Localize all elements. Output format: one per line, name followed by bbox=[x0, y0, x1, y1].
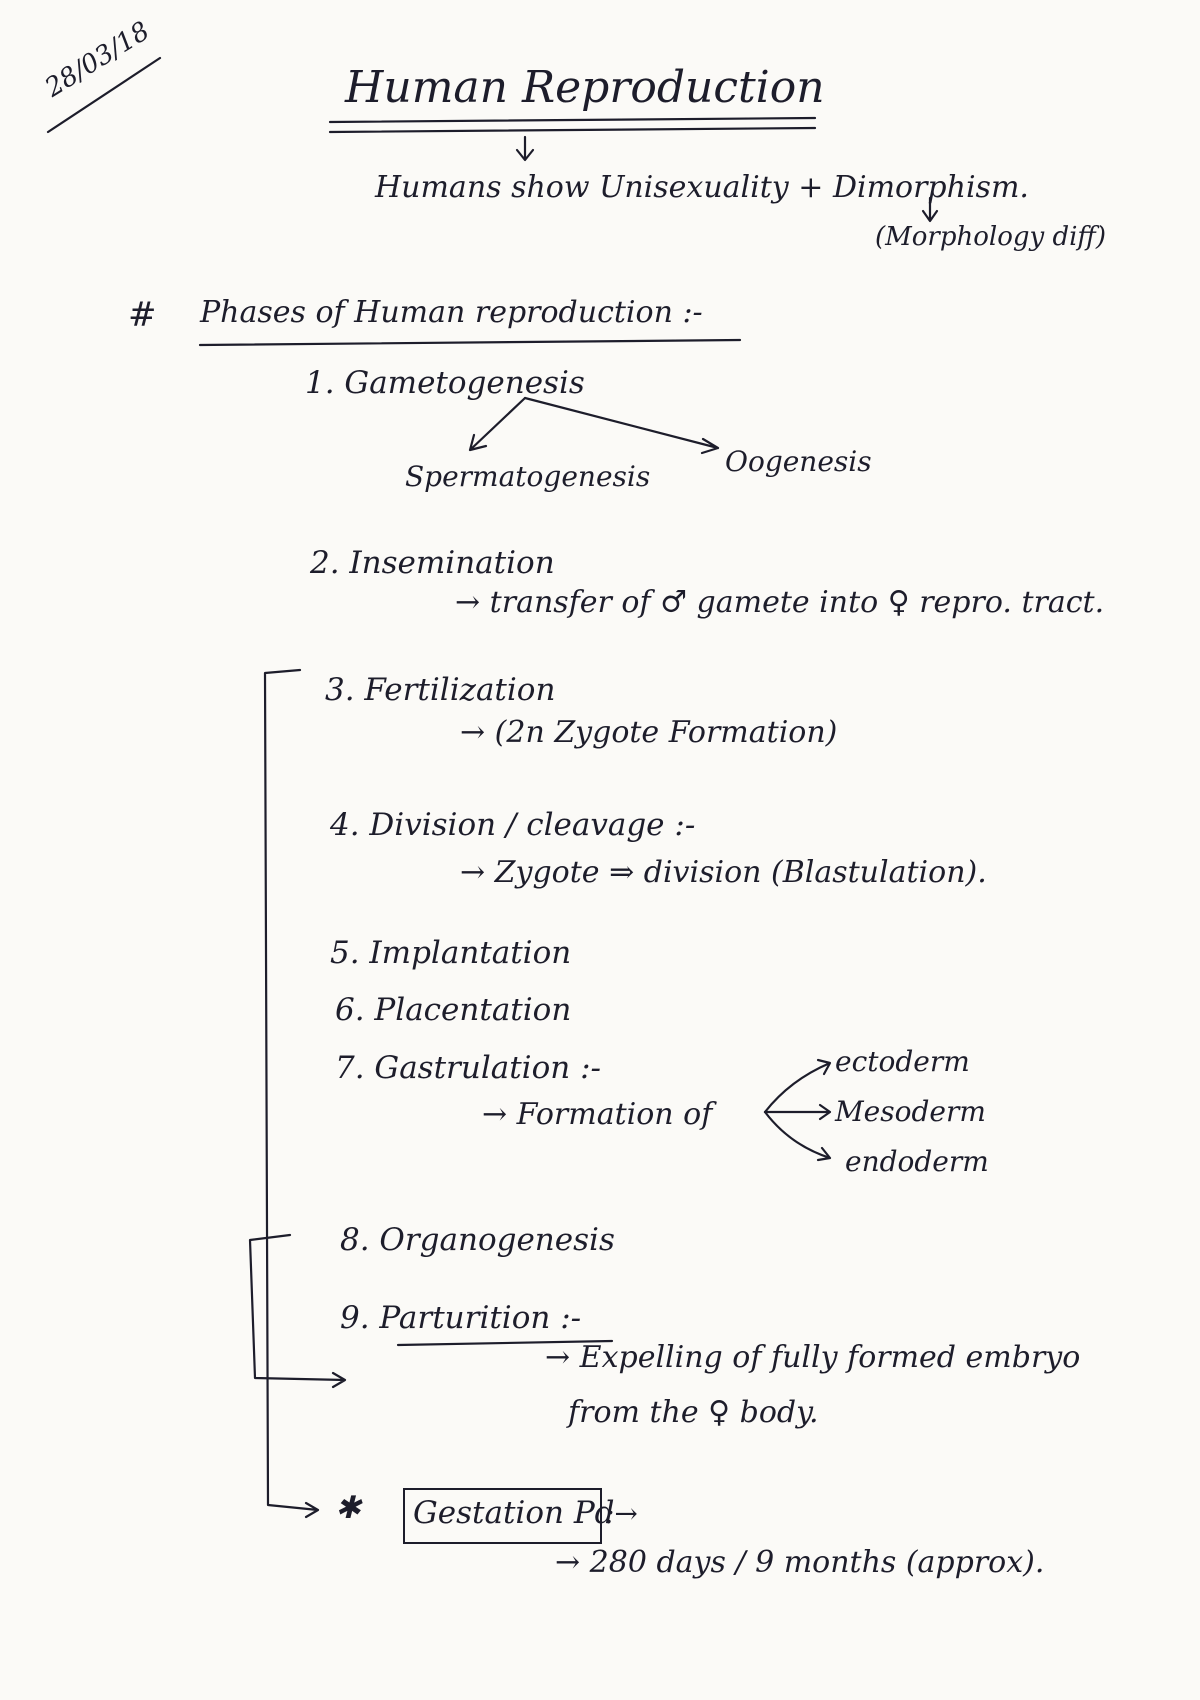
branch-arrow-icon bbox=[470, 398, 525, 450]
bracket-arrow-icon bbox=[250, 1235, 345, 1387]
gestation-label: Gestation Pd bbox=[413, 1495, 615, 1531]
branch-arrow-icon bbox=[765, 1105, 830, 1119]
germ-layer: ectoderm bbox=[835, 1045, 970, 1078]
germ-layer: endoderm bbox=[845, 1145, 989, 1178]
subtitle-note: (Morphology diff) bbox=[875, 222, 1106, 252]
phase-label: 5. Implantation bbox=[330, 935, 572, 971]
phase-detail: → Expelling of fully formed embryo bbox=[545, 1340, 1081, 1375]
phase-label: 9. Parturition :- bbox=[340, 1300, 582, 1336]
phase-detail: → transfer of ♂ gamete into ♀ repro. tract. bbox=[455, 585, 1105, 620]
phase-label: 2. Insemination bbox=[310, 545, 555, 581]
branch-arrow-icon bbox=[525, 398, 718, 453]
gestation-detail: → 280 days / 9 months (approx). bbox=[555, 1545, 1045, 1580]
bracket-arrow-icon bbox=[265, 670, 318, 1517]
heading-underline bbox=[200, 340, 740, 345]
title-underline-2 bbox=[330, 128, 815, 132]
star-icon: ✱ bbox=[335, 1490, 361, 1526]
phase-label: 8. Organogenesis bbox=[340, 1222, 615, 1258]
subtitle: Humans show Unisexuality + Dimorphism. bbox=[375, 170, 1029, 205]
phase-label: 7. Gastrulation :- bbox=[335, 1050, 601, 1086]
date: 28/03/18 bbox=[40, 16, 155, 104]
phase-label: 6. Placentation bbox=[335, 992, 572, 1028]
phase-label: 1. Gametogenesis bbox=[305, 365, 585, 401]
gestation-suffix: :→ bbox=[605, 1497, 638, 1530]
phase-label: 3. Fertilization bbox=[325, 672, 556, 708]
phase-detail: → (2n Zygote Formation) bbox=[460, 715, 838, 750]
phase-detail: → Zygote ⇒ division (Blastulation). bbox=[460, 855, 987, 890]
section-marker: # bbox=[128, 295, 157, 335]
phase-branch: Spermatogenesis bbox=[405, 460, 651, 493]
down-arrow-icon bbox=[517, 137, 533, 160]
phase-detail: from the ♀ body. bbox=[568, 1395, 819, 1430]
title-underline-1 bbox=[330, 118, 815, 122]
phase-label: 4. Division / cleavage :- bbox=[330, 807, 696, 843]
section-heading: Phases of Human reproduction :- bbox=[200, 295, 703, 330]
germ-layer: Mesoderm bbox=[835, 1095, 986, 1128]
phase-branch: Oogenesis bbox=[725, 445, 872, 478]
phase-detail: → Formation of bbox=[482, 1097, 713, 1132]
page-title: Human Reproduction bbox=[345, 62, 825, 113]
